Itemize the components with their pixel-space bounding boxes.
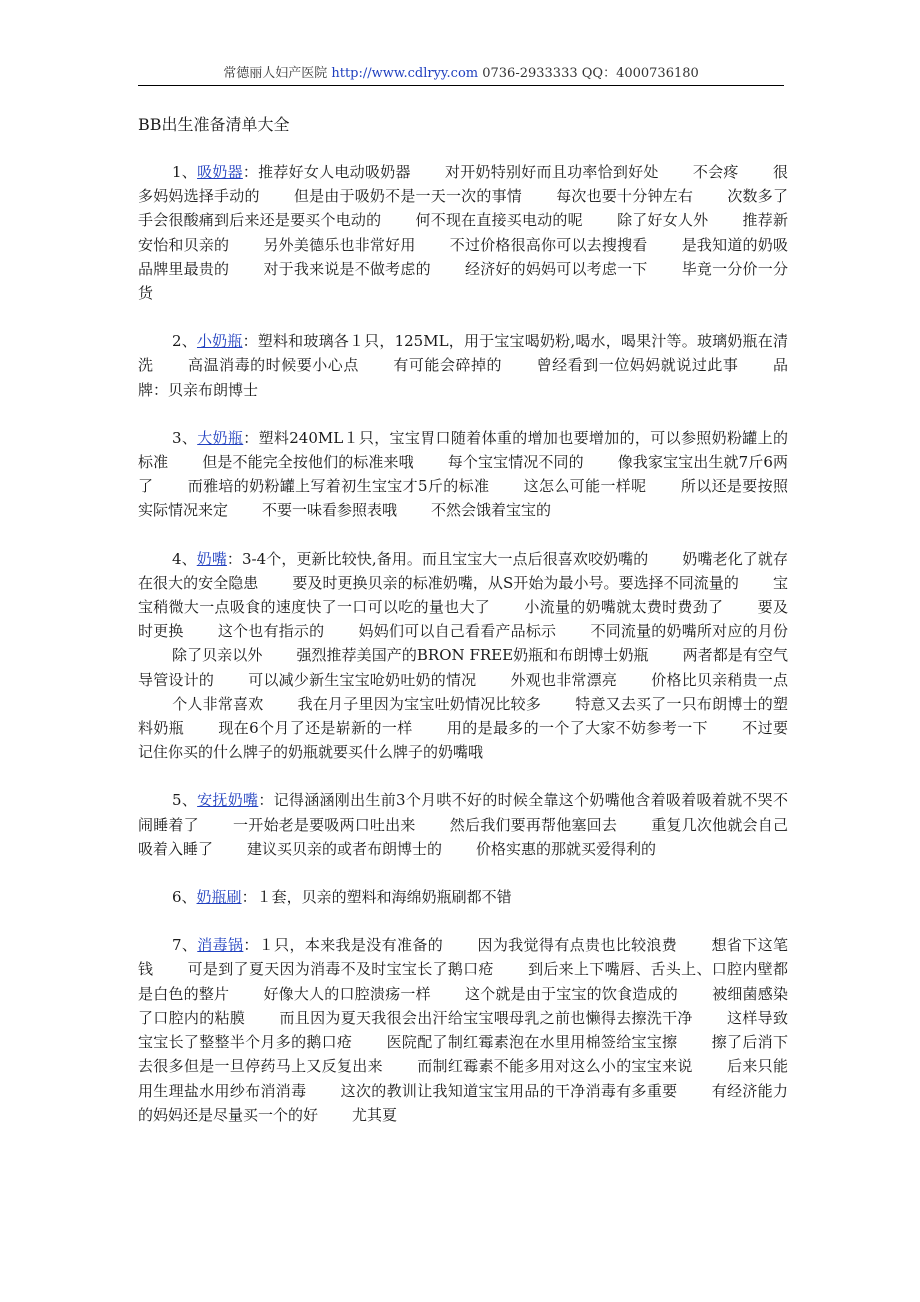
item-text-segment: 高温消毒的时候要小心点 (187, 356, 359, 375)
item-text-segment: 很多妈妈选择手动的 (138, 163, 788, 206)
item-text-segment: 推荐好女人电动吸奶器 (258, 163, 411, 181)
item-text-segment: 好像大人的口腔溃疡一样 (263, 984, 431, 1003)
item-separator: ： (241, 888, 257, 907)
item-text-segment: 塑料240ML１只，宝宝胃口随着体重的增加也要增加的，可以参照奶粉罐上的标准 (138, 428, 788, 472)
item-text-segment: 妈妈们可以自己看看产品标示 (358, 622, 557, 641)
item-text-segment: 而且因为夏天我很会出汗给宝宝喂母乳之前也懒得去擦洗干净 (279, 1008, 693, 1027)
item-text-segment: 我在月子里因为宝宝吐奶情况比较多 (297, 694, 542, 713)
list-item (138, 885, 788, 909)
item-text-segment: 毕竟一分价一分货 (138, 259, 788, 303)
item-separator: ： (242, 332, 258, 351)
item-text-segment: 被细菌感染了口腔内的粘膜 (138, 984, 788, 1027)
item-text-segment: 除了好女人外 (616, 211, 709, 230)
item-text-segment: 可是到了夏天因为消毒不及时宝宝长了鹅口疮 (187, 960, 494, 979)
item-text-segment: 何不现在直接买电动的呢 (415, 211, 583, 230)
item-text-segment: 这个就是由于宝宝的饮食造成的 (464, 984, 678, 1003)
item-text-segment: 奶嘴老化了就存在很大的安全隐患 (138, 549, 788, 592)
item-text-segment: 推荐新安怡和贝亲的 (138, 211, 788, 254)
item-number: 5、 (172, 791, 198, 810)
item-term-link[interactable]: 大奶瓶 (197, 428, 244, 447)
item-number: 3、 (172, 428, 198, 447)
item-text-segment: 对开奶特别好而且功率恰到好处 (444, 163, 659, 181)
item-number: 1、 (172, 163, 198, 181)
item-text-segment: 然后我们要再帮他塞回去 (449, 815, 618, 834)
item-text-segment: 经济好的妈妈可以考虑一下 (464, 259, 648, 278)
item-text-segment: 宝宝稍微大一点吸食的速度快了一口可以吃的量也大了 (138, 573, 788, 617)
item-separator: ： (243, 936, 259, 955)
item-text-segment: 有可能会碎掉的 (392, 356, 503, 375)
item-text-segment: 有经济能力的妈妈还是尽量买一个的好 (138, 1081, 788, 1124)
item-text-segment: 除了贝亲以外 (172, 646, 263, 665)
item-term-link[interactable]: 奶嘴 (196, 549, 227, 568)
item-term-link[interactable]: 安抚奶嘴 (197, 791, 259, 810)
item-text-segment: 而制红霉素不能多用对这么小的宝宝来说 (416, 1057, 693, 1076)
item-text-segment: 两者都是有空气导管设计的 (138, 646, 788, 689)
item-text-segment: 用的是最多的一个了大家不妨参考一下 (446, 719, 708, 738)
item-text-segment: 3-4个，更新比较快,备用。而且宝宝大一点后很喜欢咬奶嘴的 (242, 549, 649, 568)
item-text-segment: 重复几次他就会自己吸着入睡了 (138, 815, 788, 858)
item-text-segment: 这个也有指示的 (217, 622, 325, 641)
item-text-segment: 这样导致宝宝长了整整半个月多的鹅口疮 (138, 1008, 788, 1052)
item-text-segment: 小流量的奶嘴就太费时费劲了 (524, 598, 724, 617)
list-item (138, 547, 788, 765)
list-item (138, 933, 788, 1127)
item-text-segment: 像我家宝宝出生就7斤6两了 (138, 453, 788, 496)
item-text-segment: 是我知道的奶吸品牌里最贵的 (138, 235, 788, 278)
item-text-segment: 强烈推荐美国产的BRON FREE奶瓶和布朗博士奶瓶 (296, 646, 649, 665)
item-text-segment: 另外美德乐也非常好用 (263, 235, 416, 254)
item-term-link[interactable]: 消毒锅 (197, 936, 244, 955)
document-body (138, 160, 788, 1151)
item-text-segment: 不同流量的奶嘴所对应的月份 (590, 622, 788, 641)
page-header (138, 66, 784, 82)
item-separator: ： (226, 549, 243, 568)
item-number: 2、 (172, 332, 197, 351)
item-text-segment: 因为我觉得有点贵也比较浪费 (477, 936, 678, 955)
item-text-segment: 一开始老是要吸两口吐出来 (232, 815, 416, 834)
item-text-segment: 对于我来说是不做考虑的 (263, 259, 431, 278)
item-text-segment: 现在6个月了还是崭新的一样 (218, 719, 413, 738)
item-text-segment: 记得涵涵刚出生前3个月哄不好的时候全靠这个奶嘴他含着吸着吸着就不哭不闹睡着了 (138, 791, 788, 834)
item-text-segment: 要及时更换 (138, 598, 788, 641)
item-term-link[interactable]: 吸奶器 (197, 163, 243, 181)
item-text-segment: 不会疼 (692, 163, 739, 181)
item-separator: ： (242, 163, 259, 181)
item-text-segment: 要及时更换贝亲的标准奶嘴，从S开始为最小号。要选择不同流量的 (292, 573, 739, 592)
item-text-segment: 品牌：贝亲布朗博士 (138, 356, 788, 399)
header-contact-text: 0736-2933333 QQ：4000736180 (478, 66, 699, 81)
item-text-segment: 不过价格很高你可以去搜搜看 (449, 235, 648, 254)
list-item (138, 788, 788, 861)
list-item (138, 329, 788, 402)
item-text-segment: 这怎么可能一样呢 (523, 477, 647, 496)
document-title: BB出生准备清单大全 (138, 115, 290, 134)
item-text-segment: 而雅培的奶粉罐上写着初生宝宝才5斤的标准 (187, 477, 490, 496)
item-text-segment: 外观也非常漂亮 (510, 670, 618, 689)
item-text-segment: １只，本来我是没有准备的 (258, 936, 444, 955)
header-divider (138, 85, 784, 86)
item-term-link[interactable]: 奶瓶刷 (196, 888, 242, 907)
item-text-segment: 曾经看到一位妈妈就说过此事 (536, 356, 739, 375)
item-text-segment: 擦了后消下去很多但是一旦停药马上又反复出来 (138, 1033, 788, 1076)
item-separator: ： (243, 428, 259, 447)
item-text-segment: 尤其夏 (352, 1105, 398, 1124)
item-number: 6、 (172, 888, 197, 907)
item-number: 4、 (172, 549, 197, 568)
list-item (138, 160, 788, 305)
item-text-segment: 每个宝宝情况不同的 (447, 453, 584, 472)
item-text-segment: １套，贝亲的塑料和海绵奶瓶刷都不错 (256, 888, 512, 907)
item-text-segment: 所以还是要按照实际情况来定 (138, 477, 788, 520)
item-text-segment: 可以减少新生宝宝呛奶吐奶的情况 (248, 670, 477, 689)
item-text-segment: 特意又去买了一只布朗博士的塑料奶瓶 (138, 694, 788, 738)
item-text-segment: 医院配了制红霉素泡在水里用棉签给宝宝擦 (386, 1033, 678, 1052)
item-text-segment: 但是由于吸奶不是一天一次的事情 (293, 187, 523, 206)
item-text-segment: 每次也要十分钟左右 (556, 187, 694, 206)
item-text-segment: 这次的教训让我知道宝宝用品的干净消毒有多重要 (340, 1081, 678, 1100)
header-website-link[interactable]: http://www.cdlryy.com (331, 66, 479, 81)
item-separator: ： (258, 791, 274, 810)
item-text-segment: 价格实惠的那就买爱得利的 (476, 839, 657, 858)
item-text-segment: 不要一味看参照表哦 (262, 501, 398, 520)
item-text-segment: 价格比贝亲稍贵一点 (651, 670, 788, 689)
item-term-link[interactable]: 小奶瓶 (196, 332, 243, 351)
list-item (138, 426, 788, 523)
item-text-segment: 塑料和玻璃各１只，125ML，用于宝宝喝奶粉,喝水，喝果汁等。玻璃奶瓶在清洗 (138, 332, 788, 375)
item-text-segment: 后来只能用生理盐水用纱布消消毒 (138, 1057, 788, 1100)
header-hospital-text: 常德丽人妇产医院 (223, 66, 332, 81)
item-text-segment: 想省下这笔钱 (138, 936, 788, 979)
item-text-segment: 不过要记住你买的什么牌子的奶瓶就要买什么牌子的奶嘴哦 (138, 719, 788, 762)
item-text-segment: 个人非常喜欢 (172, 694, 264, 713)
item-text-segment: 次数多了手会很酸痛到后来还是要买个电动的 (138, 187, 788, 230)
item-number: 7、 (172, 936, 198, 955)
item-text-segment: 到后来上下嘴唇、舌头上、口腔内壁都是白色的整片 (138, 960, 788, 1003)
item-text-segment: 建议买贝亲的或者布朗博士的 (247, 839, 443, 858)
item-text-segment: 不然会饿着宝宝的 (431, 501, 552, 520)
item-text-segment: 但是不能完全按他们的标准来哦 (202, 453, 414, 472)
